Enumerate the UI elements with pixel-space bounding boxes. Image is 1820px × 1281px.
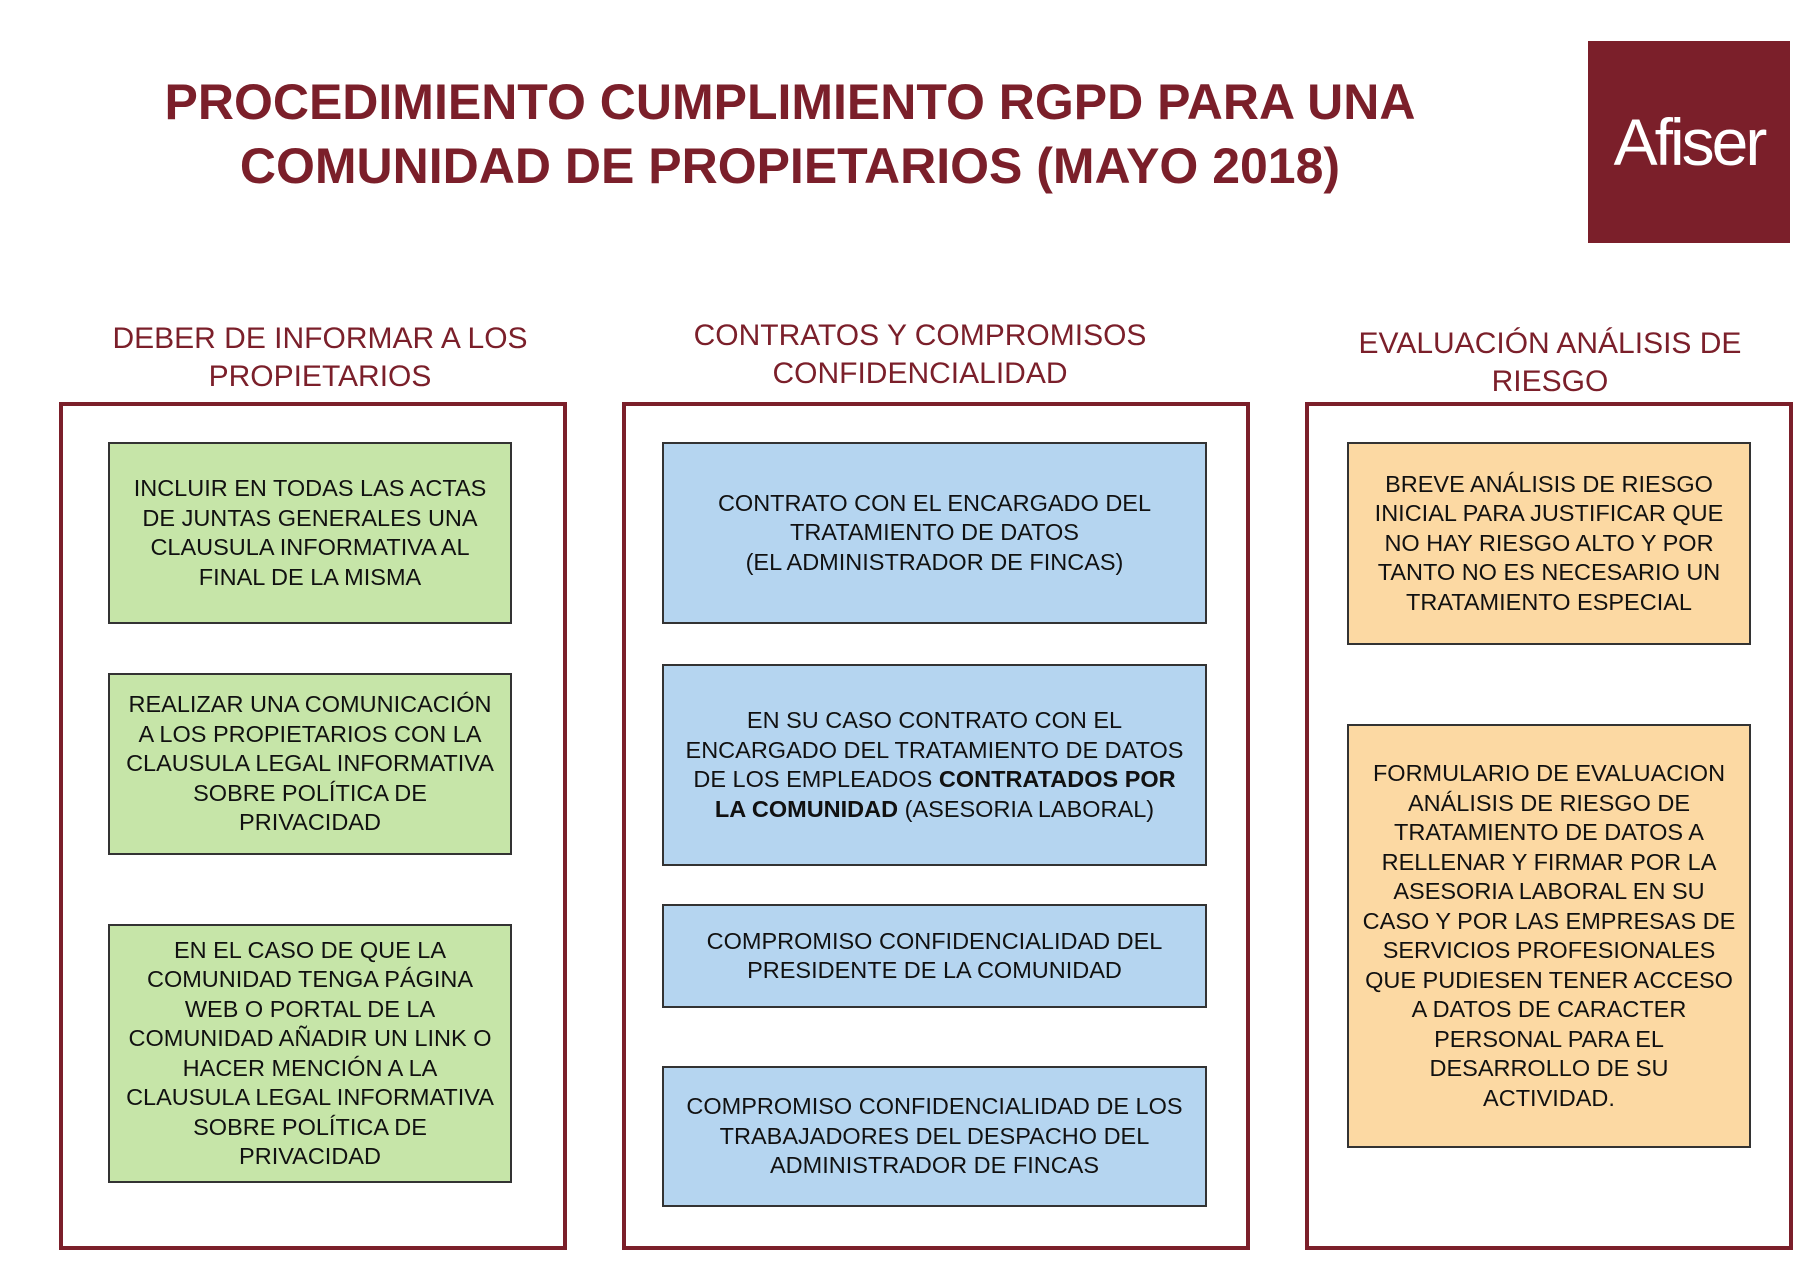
text-line: PROPIETARIOS [208, 360, 432, 393]
text-line: REALIZAR UNA COMUNICACIÓN [128, 691, 492, 718]
box-contrato-encargado [662, 442, 1207, 624]
text-line: A DATOS DE CARACTER [1411, 996, 1687, 1022]
logo-text: Afiser [1613, 105, 1765, 179]
text-line: CLAUSULA INFORMATIVA AL [150, 534, 470, 560]
box-pagina-web [108, 924, 512, 1183]
text-line: PERSONAL PARA EL [1434, 1025, 1664, 1052]
text-line: COMUNIDAD TENGA PÁGINA [146, 966, 473, 992]
text-line: CONFIDENCIALIDAD [772, 357, 1068, 390]
text-line: COMPROMISO CONFIDENCIALIDAD DE LOS [686, 1093, 1183, 1120]
heading-evaluacion [1320, 325, 1780, 401]
text-line: COMPROMISO CONFIDENCIALIDAD DEL [706, 927, 1163, 954]
box-formulario-evaluacion [1347, 724, 1751, 1148]
text-line: SOBRE POLÍTICA DE [193, 1113, 427, 1140]
text-line: CLAUSULA LEGAL INFORMATIVA [126, 1084, 494, 1110]
text-line: RELLENAR Y FIRMAR POR LA [1381, 848, 1717, 875]
box-comunicacion-propietarios [108, 673, 512, 855]
text-line: ASESORIA LABORAL EN SU [1393, 878, 1705, 904]
text-line: EN EL CASO DE QUE LA [173, 936, 447, 963]
text-line: FORMULARIO DE EVALUACION [1372, 760, 1726, 786]
text-line: TRATAMIENTO DE DATOS A [1394, 819, 1704, 845]
text-line: QUE PUDIESEN TENER ACCESO [1365, 966, 1733, 993]
text-line: WEB O PORTAL DE LA [184, 995, 436, 1022]
text-line: LA COMUNIDAD [714, 795, 899, 822]
text-line: A LOS PROPIETARIOS CON LA [138, 720, 482, 747]
text-line: EVALUACIÓN ANÁLISIS DE [1358, 327, 1742, 360]
text-line: BREVE ANÁLISIS DE RIESGO [1385, 470, 1713, 497]
text-line: SERVICIOS PROFESIONALES [1382, 937, 1716, 963]
text-line: CONTRATOS Y COMPROMISOS [693, 319, 1147, 352]
text-line: FINAL DE LA MISMA [198, 563, 422, 590]
text-line: TRATAMIENTO DE DATOS [789, 519, 1079, 546]
heading-contratos [620, 317, 1220, 393]
text-line: CONTRATO CON EL ENCARGADO DEL [717, 489, 1152, 516]
text-line: CONTRATADOS POR [938, 766, 1176, 792]
text-line: TANTO NO ES NECESARIO UN [1377, 559, 1721, 586]
text-line: TRATAMIENTO ESPECIAL [1406, 588, 1692, 615]
text-line: (ASESORIA LABORAL) [898, 795, 1155, 822]
box-compromiso-presidente [662, 904, 1207, 1008]
title-line-2: COMUNIDAD DE PROPIETARIOS (MAYO 2018) [239, 138, 1341, 194]
text-line: DE LOS EMPLEADOS [693, 766, 939, 792]
afiser-logo [1588, 41, 1790, 243]
text-line: NO HAY RIESGO ALTO Y POR [1384, 529, 1714, 556]
text-line: ENCARGADO DEL TRATAMIENTO DE DATOS [685, 736, 1184, 763]
title-line-1: PROCEDIMIENTO CUMPLIMIENTO RGPD PARA UNA [164, 74, 1416, 130]
heading-deber-informar [60, 320, 580, 396]
text-line: ACTIVIDAD. [1483, 1084, 1615, 1111]
text-line: PRESIDENTE DE LA COMUNIDAD [747, 957, 1122, 983]
text-line: CLAUSULA LEGAL INFORMATIVA [126, 750, 494, 777]
text-line: RIESGO [1491, 365, 1609, 398]
text-line: PRIVACIDAD [239, 809, 381, 836]
text-line: INICIAL PARA JUSTIFICAR QUE [1374, 500, 1724, 527]
text-line: PRIVACIDAD [239, 1143, 381, 1169]
box-compromiso-trabajadores [662, 1066, 1207, 1207]
text-line: DE JUNTAS GENERALES UNA [142, 504, 478, 531]
text-line: (EL ADMINISTRADOR DE FINCAS) [745, 548, 1124, 575]
text-line: CASO Y POR LAS EMPRESAS DE [1362, 907, 1736, 934]
text-line: TRABAJADORES DEL DESPACHO DEL [719, 1122, 1150, 1149]
text-line: ANÁLISIS DE RIESGO DE [1407, 789, 1691, 816]
box-contrato-empleados [662, 664, 1207, 866]
text-line: EN SU CASO CONTRATO CON EL [746, 707, 1123, 733]
box-breve-analisis [1347, 442, 1751, 645]
text-line: INCLUIR EN TODAS LAS ACTAS [133, 475, 487, 501]
text-line: HACER MENCIÓN A LA [182, 1054, 438, 1081]
text-line: DESARROLLO DE SU [1429, 1055, 1669, 1081]
text-line: ADMINISTRADOR DE FINCAS [769, 1152, 1100, 1179]
text-line: DEBER DE INFORMAR A LOS [112, 322, 528, 355]
page-title [60, 70, 1520, 198]
box-clausula-actas [108, 442, 512, 624]
text-line: SOBRE POLÍTICA DE [193, 779, 427, 806]
text-line: COMUNIDAD AÑADIR UN LINK O [128, 1025, 492, 1051]
